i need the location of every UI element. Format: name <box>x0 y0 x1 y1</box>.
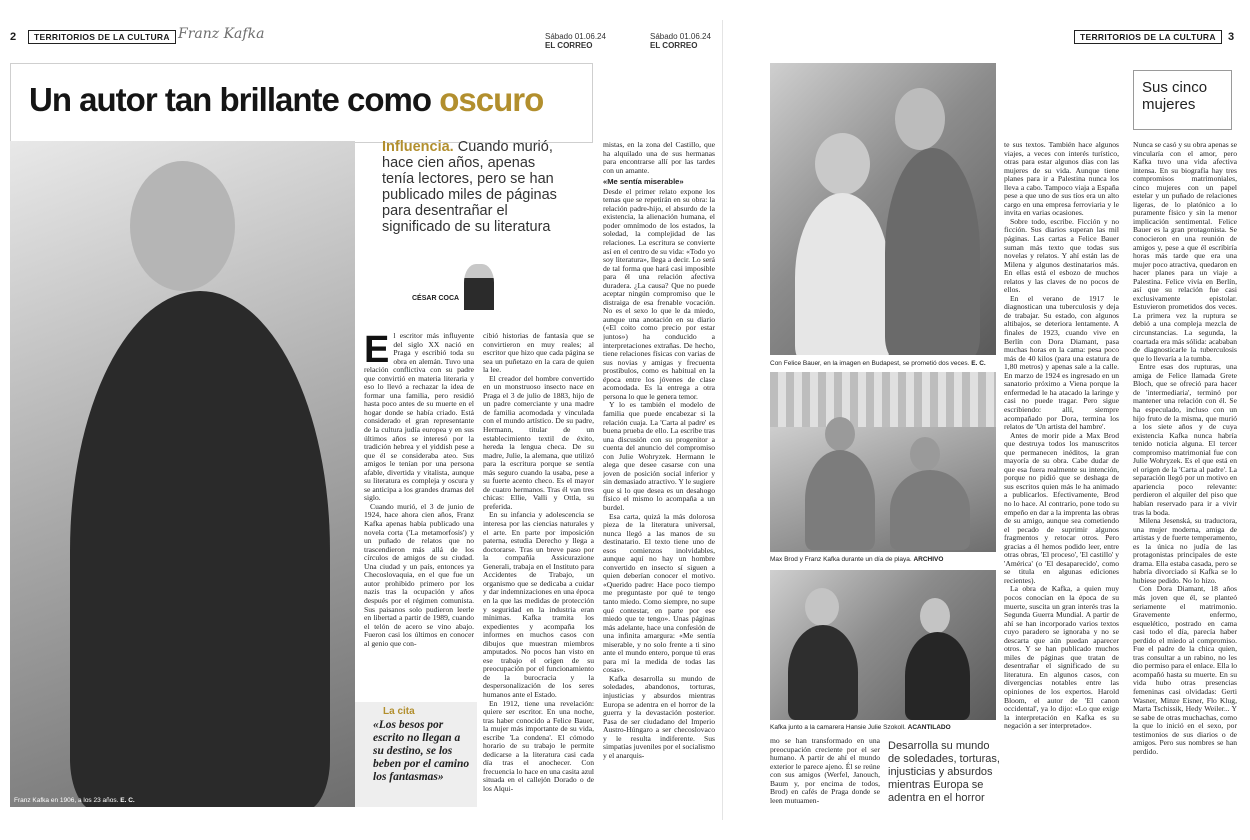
page-number-right: 3 <box>1228 31 1235 43</box>
portrait-body-shape <box>70 291 330 807</box>
photo-figure-head <box>825 417 855 451</box>
subhead <box>382 139 562 235</box>
paragraph: Esa carta, quizá la más dolorosa pieza de la literatura universal, nunca llegó a las manos de su destinatario. El texto tiene uno de esos comienzos inolvidables, aunque aquí no hay un hombre convertido en insecto sí siguen a quien deberían conocer el motivo. «Querido padre: Hace poco tiempo me preguntaste por qué te tengo tanto miedo. Como siempre, no supe qué contestar, en parte por ese miedo que te tengo». Unas páginas más adelante, hace una confesión de una infinita amargura: «Me sentía miserable, y no solo frente a ti sino ante el mundo entero, porque tú eras para mí la medida de todas las cosas». <box>603 511 715 675</box>
caption-photo-1 <box>770 360 986 367</box>
paragraph: mistas, en la zona del Castillo, que ha alquilado una de sus hermanas para encontrarse allí por las tardes con un amante. <box>603 141 715 175</box>
photo-figure-head <box>895 88 945 150</box>
quote-label: La cita <box>383 706 415 717</box>
paragraph: El creador del hombre convertido en un monstruoso insecto nace en Praga el 3 de julio de 1883, hijo de un padre comerciante y una madre de familia acomodada y vinculada con el mundo artístico. De su padre, Hermann, titular de un establecimiento textil de éxito, hereda la lengua checa. De su madre, Julie, la alemana, que utilizó para la escritura porque se sentía más seguro cuando la usaba, pese a su fuerte acento checo. Es el mayor de cuatro hermanos. Tras él van tres chicas: Ellie, Valli y Ottla, su preferida. <box>483 373 594 511</box>
date-right: Sábado 01.06.24 <box>650 32 711 41</box>
caption-credit: E. C. <box>971 360 986 367</box>
caption-credit: ACANTILADO <box>907 724 951 731</box>
photo-figure-body <box>905 632 970 720</box>
byline: CÉSAR COCA <box>412 295 460 302</box>
page-headline <box>29 81 543 119</box>
article-column-2 <box>483 332 594 810</box>
paragraph: Y lo es también el modelo de familia que puede encabezar si la relación cuaja. La 'Carta al padre' es buena prueba de ello. La escribe tras una discusión con su progenitor a cuenta del anuncio del compromiso con Julie Wohryzek. Hermann le alega que desee casarse con una joven de posición social inferior y sin demasiado atractivo. Y le sugiere que si lo que desea es un desahogo físico el mismo lo acompaña a un burdel. <box>603 400 715 512</box>
paragraph: te sus textos. También hace algunos viajes, a veces con interés turístico, otras para estar algunos días con las mujeres de su vida. Aunque tiene planes para ir a Palestina nunca los lleva a cabo. Tampoco viaja a España pese a que uno de sus tíos era un alto cargo en una empresa ferroviaria y le invita en varias ocasiones. <box>1004 141 1119 218</box>
paper-name-left: EL CORREO <box>545 41 593 50</box>
paragraph: Desde el primer relato expone los temas que se repetirán en su obra: la relación padre-hijo, el absurdo de la existencia, la alienación humana, el poder omnímodo de los estados, la soledad, la complejidad de las relaciones. La escritura se convierte así en el centro de su vida: «Todo yo soy literatura», llega a decir. Lo será de tal forma que hará casi imposible para él una relación afectiva duradera. ¿La causa? Que no puede aceptar ningún compromiso que le distraiga de esa frenable vocación. No es el sexo lo que le da miedo, aunque una anotación en su diario («El coito como precio por estar juntos») ha conducido a interpretaciones extrañas. De hecho, tiene relaciones físicas con varias de sus novias y amigas y frecuenta prostíbulos, como es habitual en la época entre los jóvenes de clase acomodada. Es la entrega a otra persona lo que le genera temor. <box>603 186 715 401</box>
page-gutter <box>722 20 723 820</box>
dateline-right <box>650 32 711 50</box>
caption-text: Kafka junto a la camarera Hansie Julie Szokoll. <box>770 724 906 731</box>
photo-credit: E. C. <box>120 797 135 804</box>
kafka-signature: Franz Kafka <box>178 26 265 42</box>
paragraph: Antes de morir pide a Max Brod que destruya todos los manuscritos que permanecen inéditos, la gran mayoría de su obra. Cabe dudar de que esa fuera realmente su intención, porque no pidió que se deshaga de sus escritos quien más le ha animado a publicarlos. Efectivamente, Brod no lo hace. Al contrario, pone todo su empeño en dar a la imprenta las obras de su amigo, aunque sea cometiendo el pecado de suprimir algunos fragmentos y retocar otros. Pero gracias a él hemos podido leer, entre otras obras, 'El proceso', 'El castillo' y 'América' (o 'El desaparecido', como se titula en algunas ediciones recientes). <box>1004 430 1119 585</box>
paragraph: Milena Jesenská, su traductora, una mujer moderna, amiga de artistas y de fuerte temperamento, es la única no judía de las protagonistas principales de este drama. Ella estaba casada, pero se habría divorciado si Kafka se lo hubiese pedido. No lo hizo. <box>1133 516 1237 585</box>
paragraph: En su infancia y adolescencia se interesa por las ciencias naturales y el arte. En parte por imposición paterna, estudia Derecho y llega a doctorarse. Tras un breve paso por la compañía Assicurazione Generali, trabaja en el Instituto para Accidentes de Trabajo, un organismo que se dedicaba a cuidar y dar indemnizaciones en una época en la que las medidas de protección y seguridad en la industria eran mínimas. Kafka tramita los expedientes y acompaña los informes en muchos casos con dibujos que muestran miembros amputados. No pocos han visto en ese trabajo el origen de su preocupación por el funcionamiento de la burocracia y la despersonalización de los seres humanos ante el Estado. <box>483 510 594 699</box>
caption-photo-3 <box>770 724 951 731</box>
sidebar-column <box>1133 141 1237 810</box>
photo-felice-bauer <box>770 63 996 355</box>
subhead-text: Cuando murió, hace cien años, apenas tenía lectores, pero se han publicado miles de páginas para desentrañar el significado de su literatura <box>382 139 557 235</box>
caption-credit: ARCHIVO <box>913 556 944 563</box>
inline-subhead: «Me sentía miserable» <box>603 177 684 187</box>
paragraph: l escritor más influyente del siglo XX nació en Praga y escribió toda su obra en alemán. Tuvo una relación conflictiva con su padre que convirtió en materia literaria y eso lo llevó a rechazar la idea de formar una familia, pero residió hasta poco antes de su muerte en el hogar donde se había criado. Está considerado el gran representante de la cultura judía europea y en sus últimos años se interesó por la tradición hebrea y el yiddish pese a que él se consideraba ateo. Sus amigos le tenían por una persona afable, divertida y vitalista, aunque su literatura es compleja y oscura y se anticipa a los grandes dramas del siglo. <box>364 332 474 503</box>
photo-figure-body <box>795 193 890 355</box>
photo-figure-body <box>890 470 970 550</box>
sidebar-title: Sus cinco mujeres <box>1142 79 1208 113</box>
paragraph: Entre esas dos rupturas, una amiga de Felice llamada Grete Bloch, que se ofreció para hacer de 'intermediaria', terminó por mantener una relación con él. Se ha especulado, incluso con un hijo fruto de la misma, que murió a los siete años y de cuya existencia Kafka nunca habría tenido noticia alguna. El tercer compromiso matrimonial fue con Julie Wohryzek. Es el que está en el origen de la 'Carta al padre'. La separación llegó por un motivo en apariencia poco relevante: perdieron el alquiler del piso que habían reservado para ir a vivir tras la boda. <box>1133 362 1237 517</box>
photo-figure-head <box>805 588 839 626</box>
paragraph: En 1912, tiene una revelación: quiere ser escritor. En una noche, tras haber conocido a Felice Bauer, la mujer más importante de su vida, escribe 'La condena'. El cómodo horario de su trabajo le permite dedicarse a la literatura casi cada día tras el anochecer. Con frecuencia lo hace en una casita azul situada en el callejón Dorado o de los Alqui- <box>483 698 594 793</box>
photo-figure-body <box>885 148 980 355</box>
caption-text: Max Brod y Franz Kafka durante un día de playa. <box>770 556 912 563</box>
pull-quote: Desarrolla su mundo de soledades, torturas, injusticias y absurdos mientras Europa se adentra en el horror <box>888 740 1000 804</box>
article-column-3 <box>603 141 715 810</box>
section-tag-left: TERRITORIOS DE LA CULTURA <box>28 30 176 44</box>
photo-figure-head <box>920 598 950 634</box>
article-column-5 <box>1004 141 1119 810</box>
date-left: Sábado 01.06.24 <box>545 32 606 41</box>
photo-caption-text: Franz Kafka en 1906, a los 23 años. <box>14 797 119 804</box>
sidebar-title-box <box>1133 70 1232 130</box>
dateline-left <box>545 32 606 50</box>
photo-figure-head <box>910 437 940 471</box>
caption-text: Con Felice Bauer, en la imagen en Budapest, se prometió dos veces. <box>770 360 970 367</box>
photo-figure-head <box>815 133 870 195</box>
paragraph: cibió historias de fantasía que se convirtieron en muy reales; al escritor que hizo que cada página se sea un puñetazo en la cara de quien la lee. <box>483 332 594 375</box>
paragraph: En el verano de 1917 le diagnostican una tuberculosis y deja de trabajar. Su estado, con algunos altibajos, se deteriora lentamente. A finales de 1923, cuando vive en Berlín con Dora Diamant, pasa muchas horas en la cama: pesa poco más de 40 kilos (para una estatura de 1,80 metros) y apenas sale a la calle. En marzo de 1924 es ingresado en un sanatorio próximo a Viena porque la enfermedad le ha atacado la laringe y casi no puede tragar. Pero sigue escribiendo: allí, siempre acompañado por Dora, termina los relatos de 'Un artista del hambre'. <box>1004 293 1119 432</box>
headline-accent: oscuro <box>439 81 544 118</box>
paper-name-right: EL CORREO <box>650 41 698 50</box>
photo-figure-body <box>805 450 875 550</box>
paragraph: mo se han transformado en una preocupación creciente por el ser humano. A partir de ahí el mundo exterior le parece ajeno. Él se reúne con sus amigos (Werfel, Janouch, Baum y, por encima de todos, Brod) en cafés de Praga donde se leen mutuamen- <box>770 737 880 805</box>
photo-kafka-hansie <box>770 570 996 720</box>
caption-photo-2 <box>770 556 943 563</box>
paragraph: Nunca se casó y su obra apenas se vincularía con el amor, pero Kafka tuvo una vida afectiva intensa. En su biografía hay tres compromisos matrimoniales, cinco mujeres con un papel estelar y un puñado de relaciones ligeras, de lo platónico a lo puramente físico y sin la menor implicación sentimental. Felice Bauer es la gran protagonista. Se conocieron en una reunión de amigos y, pese a que él escribiría horas más tarde que era una mujer poco atractiva, quedaron en hacer planes para un viaje a Palestina. Felice vivía en Berlín, así que su relación fue casi exclusivamente epistolar. Estuvieron prometidos dos veces. La primera vez la ruptura se debió a una compleja mezcla de circunstancias. La segunda, la coartada era más sólida: acababan de diagnosticarle la tuberculosis que lo llevaría a la tumba. <box>1133 141 1237 363</box>
section-tag-right: TERRITORIOS DE LA CULTURA <box>1074 30 1222 44</box>
quote-text: «Los besos por escrito no llegan a su destino, se los beben por el camino los fantasmas» <box>373 719 470 783</box>
headline-box <box>10 63 593 143</box>
subhead-lead: Influencia. <box>382 139 454 155</box>
photo-figure-body <box>788 625 858 720</box>
photo-background-building <box>770 372 996 427</box>
paragraph: La obra de Kafka, a quien muy pocos conocían en la época de su muerte, suscita un gran interés tras la Segunda Guerra Mundial. A partir de ahí se han incorporado varios textos cuyo paradero se ignoraba y no se descarta que aún puedan aparecer otros. Y se han publicado muchos miles de páginas que tratan de desentrañar el significado de su literatura. En algunos casos, con divergencias notables entre las opiniones de los expertos. Harold Bloom, el autor de 'El canon occidental', ya lo dijo: «Lo que exige la interpretación en Kafka es su negación a ser interpretado». <box>1004 584 1119 731</box>
photo-caption-main <box>14 797 135 804</box>
paragraph: Cuando murió, el 3 de junio de 1924, hace ahora cien años, Franz Kafka apenas había publicado una novela corta ('La metamorfosis') y un puñado de relatos que no trascendieron más allá de los círculos de amigos de su ciudad. Una ciudad y un país, entonces ya Checoslovaquia, en el que fue un autor prohibido primero por los nazis tras la ocupación y años después por el régimen comunista. Sus paisanos solo pudieron leerle en libertad a partir de 1989, cuando el telón de acero se vino abajo. Fueron casi los últimos en conocer al genio que con- <box>364 501 474 648</box>
article-column-4 <box>770 737 880 810</box>
paragraph: Con Dora Diamant, 18 años más joven que él, se planteó seriamente el matrimonio. Gravemente enfermo, esquelético, postrado en cama casi todo el día, parecía haber perdido el miedo al compromiso. Fue el padre de la chica quien, tras consultar a un rabino, no les dio permiso para el enlace. Ella lo acompañó hasta su muerte. En su vida hubo otras presencias femeninas casi olvidadas: Gerti Wasner, Minze Eisner, Flo Klug, Marta Tschissik, Hedy Weiler... Y se sabe de otras muchachas, como la que lo inició en el sexo, por testimonios de sus diarios o de amigos. Pero sus nombres se han perdido. <box>1133 584 1237 756</box>
paragraph: Sobre todo, escribe. Ficción y no ficción. Sus diarios superan las mil páginas. Las cartas a Felice Bauer suman más texto que todas sus novelas y relatos. Y ahí están las de Milena y algunos destinatarios más. En ellas está el esbozo de muchos relatos y las claves de no pocos de ellos. <box>1004 216 1119 295</box>
headline-main: Un autor tan brillante como <box>29 81 440 118</box>
paragraph: Kafka desarrolla su mundo de soledades, abandonos, torturas, injusticias y absurdos mientras Europa se adentra en el horror de la guerra y la devastación posterior. Pasa de ser ciudadano del Imperio Austro-Húngaro a ser checoslovaco y le resulta indiferente. Sus simpatías juveniles por el socialismo y el anarquis- <box>603 673 715 760</box>
drop-cap: E <box>364 332 390 371</box>
author-photo <box>464 264 494 310</box>
photo-max-brod-beach <box>770 372 996 552</box>
portrait-head-shape <box>130 161 235 291</box>
quote-box <box>355 702 477 807</box>
page-number-left: 2 <box>10 31 17 43</box>
kafka-portrait-photo <box>10 141 355 807</box>
